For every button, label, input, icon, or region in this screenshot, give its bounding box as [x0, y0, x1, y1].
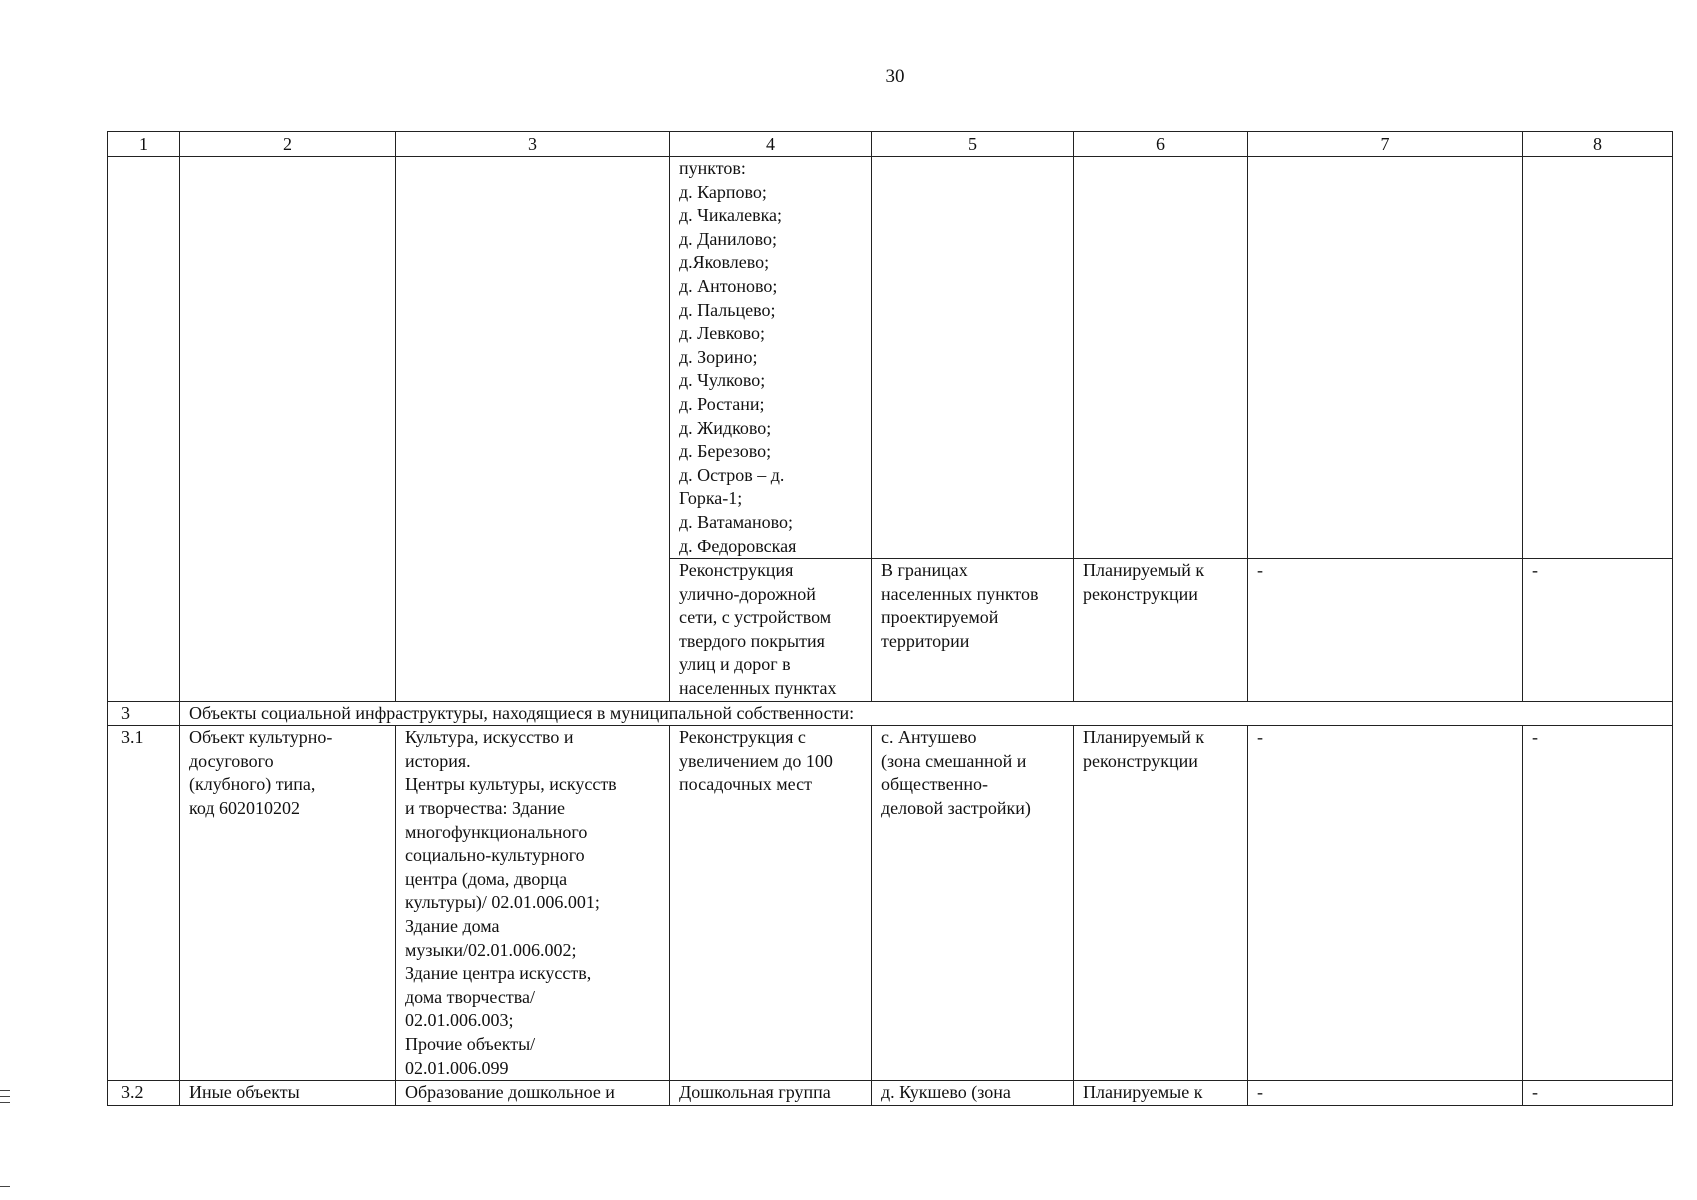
margin-mark — [0, 1090, 10, 1091]
page-number: 30 — [885, 66, 905, 87]
text-line: Планируемые к — [1083, 1082, 1203, 1103]
dash-cell: - — [1248, 1081, 1523, 1106]
text-line: В границах — [881, 560, 968, 581]
cell-empty — [1074, 157, 1248, 559]
objects-table — [107, 131, 1673, 1106]
status-cell — [1074, 726, 1248, 1081]
text-line: культуры)/ 02.01.006.001; — [405, 892, 600, 913]
dash-cell: - — [1523, 726, 1673, 1081]
cell-empty — [396, 157, 670, 702]
cell-empty — [1523, 157, 1673, 559]
settlement-line: д. Пальцево; — [679, 299, 776, 320]
text-line: Иные объекты — [189, 1082, 300, 1103]
dash-cell: - — [1523, 1081, 1673, 1106]
purpose-cell — [396, 726, 670, 1081]
location-cell — [872, 726, 1074, 1081]
text-line: досугового — [189, 750, 274, 771]
settlement-line: д. Левково; — [679, 323, 765, 344]
text-line: Образование дошкольное и — [405, 1082, 615, 1103]
header-cell: 7 — [1248, 132, 1523, 157]
text-line: (клубного) типа, — [189, 774, 316, 795]
text-line: социально-культурного — [405, 845, 585, 866]
text-line: Планируемый к — [1083, 727, 1205, 748]
settlement-line: д. Чикалевка; — [679, 205, 783, 226]
cell-empty — [180, 157, 396, 702]
text-line: Дошкольная группа — [679, 1082, 831, 1103]
text-line: реконструкции — [1083, 750, 1198, 771]
margin-mark — [0, 1102, 10, 1103]
measure-cell — [670, 559, 872, 702]
location-cell — [872, 559, 1074, 702]
text-line: история. — [405, 750, 471, 771]
settlements-list-cell — [670, 157, 872, 559]
header-cell: 2 — [180, 132, 396, 157]
text-line: Объект культурно- — [189, 727, 333, 748]
text-line: населенных пунктов — [881, 583, 1039, 604]
text-line: Планируемый к — [1083, 560, 1205, 581]
measure-cell — [670, 1081, 872, 1106]
text-line: улично-дорожной — [679, 583, 816, 604]
text-line: 02.01.006.099 — [405, 1057, 509, 1078]
text-line: музыки/02.01.006.002; — [405, 939, 577, 960]
text-line: Центры культуры, искусств — [405, 774, 617, 795]
text-line: Прочие объекты/ — [405, 1033, 536, 1054]
text-line: реконструкции — [1083, 583, 1198, 604]
row-number: 3.1 — [108, 726, 180, 1081]
purpose-cell — [396, 1081, 670, 1106]
settlement-line: д. Березово; — [679, 441, 772, 462]
text-line: общественно- — [881, 774, 988, 795]
dash-cell: - — [1248, 559, 1523, 702]
measure-cell — [670, 726, 872, 1081]
settlement-line: д. Жидково; — [679, 417, 772, 438]
text-line: деловой застройки) — [881, 798, 1031, 819]
section-title: Объекты социальной инфраструктуры, находящиеся в муниципальной собственности: — [180, 701, 1673, 726]
margin-mark — [0, 1186, 10, 1187]
cell-empty — [1248, 157, 1523, 559]
settlement-line: д. Остров – д. — [679, 464, 785, 485]
settlement-line: д. Федоровская — [679, 535, 797, 556]
text-line: сети, с устройством — [679, 607, 832, 628]
table-row-3-1 — [108, 726, 1673, 1081]
text-line: код 602010202 — [189, 798, 300, 819]
table-row-3-2 — [108, 1081, 1673, 1106]
text-line: Культура, искусство и — [405, 727, 574, 748]
text-line: (зона смешанной и — [881, 750, 1027, 771]
text-line: Реконструкция — [679, 560, 794, 581]
text-line: Здание дома — [405, 916, 500, 936]
text-line: дома творчества/ — [405, 986, 535, 1007]
text-line: Реконструкция с — [679, 727, 806, 748]
settlement-line: Горка-1; — [679, 488, 743, 509]
section-row — [108, 701, 1673, 726]
text-line: улиц и дорог в — [679, 654, 791, 675]
text-line: с. Антушево — [881, 727, 977, 748]
text-line: увеличением до 100 — [679, 750, 833, 771]
text-line: населенных пунктах — [679, 678, 837, 699]
table-row-continuation — [108, 157, 1673, 559]
status-cell — [1074, 1081, 1248, 1106]
settlement-line: д.Яковлево; — [679, 252, 770, 273]
row-number: 3.2 — [108, 1081, 180, 1106]
settlement-line: д. Ватаманово; — [679, 511, 794, 532]
text-line: 02.01.006.003; — [405, 1010, 514, 1031]
section-number: 3 — [108, 701, 180, 726]
dash-cell: - — [1248, 726, 1523, 1081]
dash-cell: - — [1523, 559, 1673, 702]
text-line: твердого покрытия — [679, 630, 825, 651]
text-line: посадочных мест — [679, 774, 812, 795]
header-row — [108, 132, 1673, 157]
object-name-cell — [180, 1081, 396, 1106]
settlement-line: д. Ростани; — [679, 393, 765, 414]
cell-empty — [872, 157, 1074, 559]
settlement-line: д. Данилово; — [679, 228, 778, 249]
text-line: территории — [881, 630, 970, 651]
header-cell: 6 — [1074, 132, 1248, 157]
location-cell — [872, 1081, 1074, 1106]
status-cell — [1074, 559, 1248, 702]
header-cell: 5 — [872, 132, 1074, 157]
settlement-line: д. Зорино; — [679, 346, 758, 367]
text-line: центра (дома, дворца — [405, 868, 568, 889]
settlement-line: д. Карпово; — [679, 181, 767, 202]
margin-mark — [0, 1096, 10, 1097]
text-line: многофункционального — [405, 821, 588, 842]
settlement-line: д. Антоново; — [679, 275, 778, 296]
header-cell: 1 — [108, 132, 180, 157]
settlement-line: пунктов: — [679, 158, 746, 178]
header-cell: 4 — [670, 132, 872, 157]
text-line: Здание центра искусств, — [405, 963, 592, 984]
object-name-cell — [180, 726, 396, 1081]
settlement-line: д. Чулково; — [679, 370, 766, 391]
header-cell: 3 — [396, 132, 670, 157]
header-cell: 8 — [1523, 132, 1673, 157]
text-line: и творчества: Здание — [405, 798, 565, 819]
text-line: д. Кукшево (зона — [881, 1082, 1011, 1103]
text-line: проектируемой — [881, 607, 999, 628]
cell-empty — [108, 157, 180, 702]
